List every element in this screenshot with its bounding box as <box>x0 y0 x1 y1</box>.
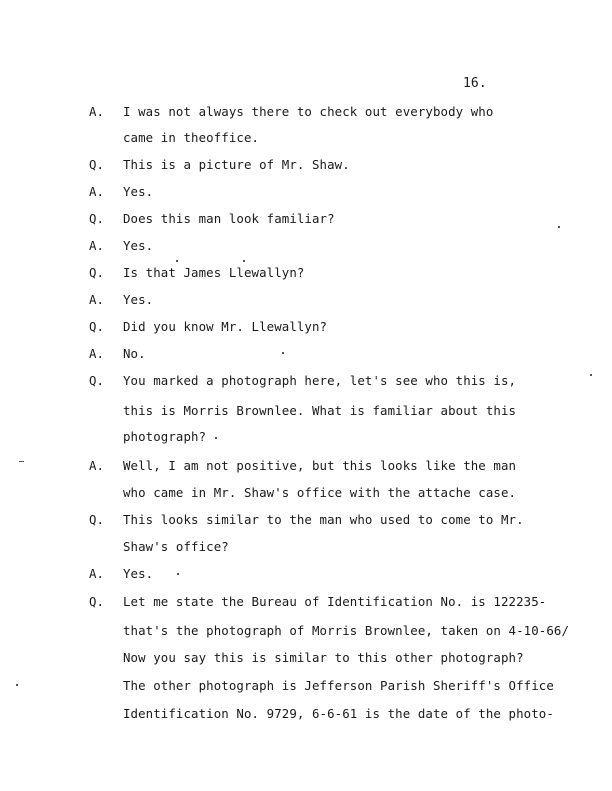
line-text: Does this man look familiar? <box>123 211 335 226</box>
transcript-line <box>0 238 612 256</box>
line-text: I was not always there to check out everybody who <box>123 104 494 119</box>
transcript-line <box>0 130 612 148</box>
transcript-line <box>0 650 612 668</box>
transcript-line <box>0 678 612 696</box>
speaker-label: A. <box>89 238 105 253</box>
line-text: Is that James Llewallyn? <box>123 265 305 280</box>
transcript-line <box>0 512 612 530</box>
scan-speck <box>558 226 560 228</box>
speaker-label: Q. <box>89 265 105 280</box>
line-text: Yes. <box>123 292 154 307</box>
line-text: Well, I am not positive, but this looks like the man <box>123 458 517 473</box>
transcript-line <box>0 265 612 283</box>
transcript-line <box>0 157 612 175</box>
scan-speck <box>19 461 24 462</box>
transcript-line <box>0 104 612 122</box>
line-text: Shaw's office? <box>123 539 229 554</box>
speaker-label: A. <box>89 566 105 581</box>
line-text: No. <box>123 346 146 361</box>
scan-speck <box>590 374 592 376</box>
speaker-label: Q. <box>89 373 105 388</box>
transcript-line <box>0 458 612 476</box>
page-number: 16. <box>463 76 487 91</box>
line-text: Identification No. 9729, 6-6-61 is the date of the photo- <box>123 706 554 721</box>
speaker-label: Q. <box>89 512 105 527</box>
transcript-line <box>0 706 612 724</box>
line-text: This is a picture of Mr. Shaw. <box>123 157 350 172</box>
transcript-line <box>0 319 612 337</box>
line-text: photograph? <box>123 429 207 444</box>
transcript-line <box>0 539 612 557</box>
speaker-label: A. <box>89 104 105 119</box>
line-text: came in theoffice. <box>123 130 260 145</box>
scan-speck <box>176 260 178 262</box>
transcript-line <box>0 211 612 229</box>
speaker-label: Q. <box>89 211 105 226</box>
speaker-label: Q. <box>89 157 105 172</box>
line-text: this is Morris Brownlee. What is familiar about this <box>123 403 517 418</box>
line-text: Now you say this is similar to this other photograph? <box>123 650 524 665</box>
scan-speck <box>215 437 217 439</box>
line-text: that's the photograph of Morris Brownlee, taken on 4-10-66/ <box>123 623 570 638</box>
line-text: Yes. <box>123 566 154 581</box>
speaker-label: A. <box>89 292 105 307</box>
speaker-label: Q. <box>89 319 105 334</box>
line-text: You marked a photograph here, let's see who this is, <box>123 373 517 388</box>
scan-speck <box>16 684 18 686</box>
scan-speck <box>177 573 179 575</box>
transcript-line <box>0 429 612 447</box>
line-text: The other photograph is Jefferson Parish Sheriff's Office <box>123 678 554 693</box>
line-text: Yes. <box>123 238 154 253</box>
transcript-line <box>0 566 612 584</box>
line-text: Yes. <box>123 184 154 199</box>
scan-speck <box>282 352 284 354</box>
transcript-line <box>0 292 612 310</box>
speaker-label: A. <box>89 346 105 361</box>
line-text: Let me state the Bureau of Identification No. is 122235- <box>123 594 547 609</box>
line-text: who came in Mr. Shaw's office with the attache case. <box>123 485 517 500</box>
line-text: Did you know Mr. Llewallyn? <box>123 319 328 334</box>
transcript-line <box>0 623 612 641</box>
transcript-line <box>0 184 612 202</box>
scan-speck <box>243 260 245 262</box>
speaker-label: A. <box>89 184 105 199</box>
transcript-line <box>0 485 612 503</box>
speaker-label: Q. <box>89 594 105 609</box>
transcript-line <box>0 403 612 421</box>
speaker-label: A. <box>89 458 105 473</box>
transcript-line <box>0 346 612 364</box>
transcript-line <box>0 373 612 391</box>
line-text: This looks similar to the man who used to come to Mr. <box>123 512 524 527</box>
transcript-line <box>0 594 612 612</box>
